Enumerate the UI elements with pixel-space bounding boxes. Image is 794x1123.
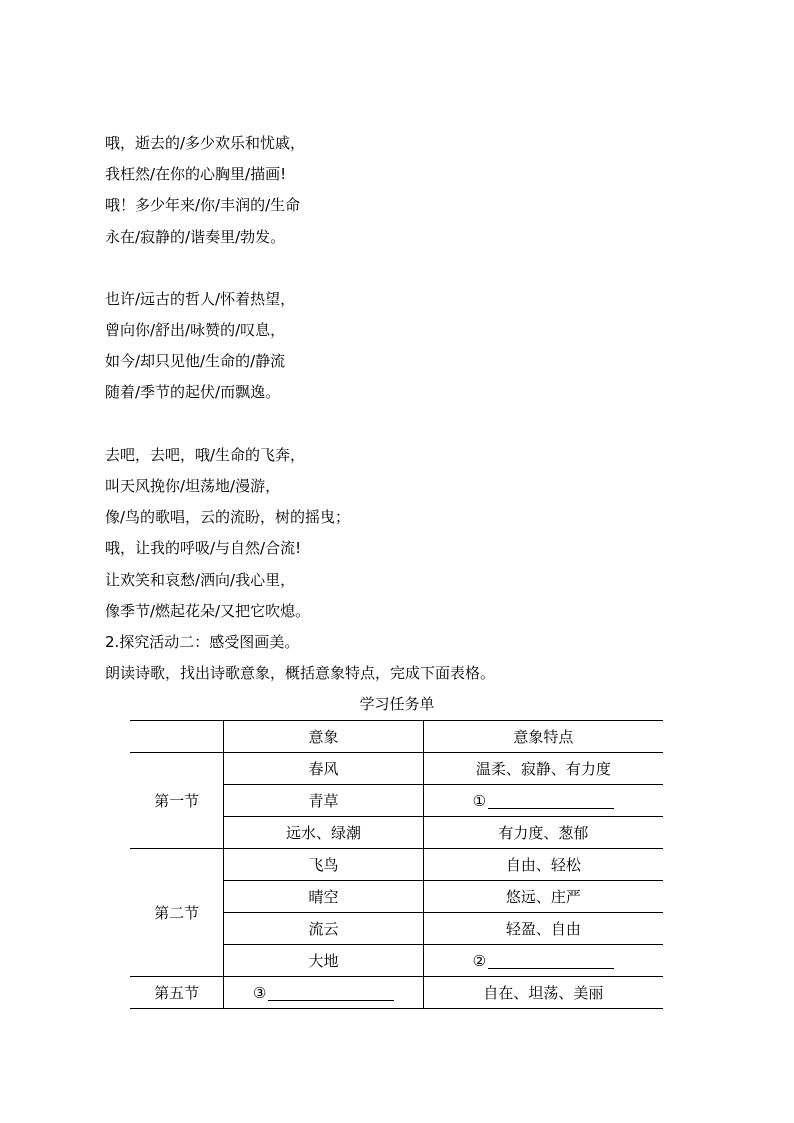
activity-instruction: 朗读诗歌，找出诗歌意象，概括意象特点，完成下面表格。 [105,664,496,682]
poem-line: 去吧，去吧，哦/生命的飞奔， [105,446,306,464]
poem-line: 随着/季节的起伏/而飘逸。 [105,383,281,401]
poem-line: 我枉然/在你的心胸里/描画! [105,165,287,183]
feature-cell: 温柔、寂静、有力度 [423,753,663,785]
answer-blank[interactable] [488,792,614,809]
poem-line: 像/鸟的歌唱，云的流盼，树的摇曳； [105,508,351,526]
answer-blank[interactable] [488,952,614,969]
blank-marker: ① [472,791,487,810]
poem-line: 如今/却只见他/生命的/静流 [105,352,286,370]
image-cell: 流云 [224,913,424,945]
task-table [130,720,663,1009]
image-cell: 大地 [224,945,424,977]
blank-marker: ② [472,951,487,970]
poem-line: 哦，逝去的/多少欢乐和忧戚， [105,134,306,152]
image-blank-cell [224,977,424,1009]
feature-cell: 自在、坦荡、美丽 [423,977,663,1009]
section-label: 第二节 [130,849,224,977]
poem-line: 像季节/燃起花朵/又把它吹熄。 [105,602,311,620]
poem-line: 也许/远古的哲人/怀着热望， [105,290,296,308]
feature-cell: 自由、轻松 [423,849,663,881]
table-row [130,753,663,785]
feature-blank-cell [423,945,663,977]
feature-blank-cell [423,785,663,817]
header-cell-feature: 意象特点 [423,721,663,753]
feature-cell: 悠远、庄严 [423,881,663,913]
section-label: 第五节 [130,977,224,1009]
table-caption: 学习任务单 [359,695,435,713]
poem-line: 让欢笑和哀愁/洒向/我心里， [105,571,296,589]
activity-heading: 2.探究活动二：感受图画美。 [105,633,300,651]
table-row [130,849,663,881]
poem-line: 叫天风挽你/坦荡地/漫游， [105,477,281,495]
poem-line: 哦！多少年来/你/丰润的/生命 [105,196,301,214]
answer-blank[interactable] [268,984,394,1001]
header-cell-image: 意象 [224,721,424,753]
poem-line: 哦，让我的呼吸/与自然/合流! [105,539,302,557]
image-cell: 晴空 [224,881,424,913]
feature-cell: 轻盈、自由 [423,913,663,945]
image-cell: 远水、绿潮 [224,817,424,849]
image-cell: 飞鸟 [224,849,424,881]
table-row [130,977,663,1009]
poem-line: 曾向你/舒出/咏赞的/叹息， [105,321,286,339]
table-header-row [130,721,663,753]
image-cell: 青草 [224,785,424,817]
blank-marker: ③ [252,983,267,1002]
poem-line: 永在/寂静的/谐奏里/勃发。 [105,228,286,246]
header-cell-section [130,721,224,753]
feature-cell: 有力度、葱郁 [423,817,663,849]
section-label: 第一节 [130,753,224,849]
image-cell: 春风 [224,753,424,785]
